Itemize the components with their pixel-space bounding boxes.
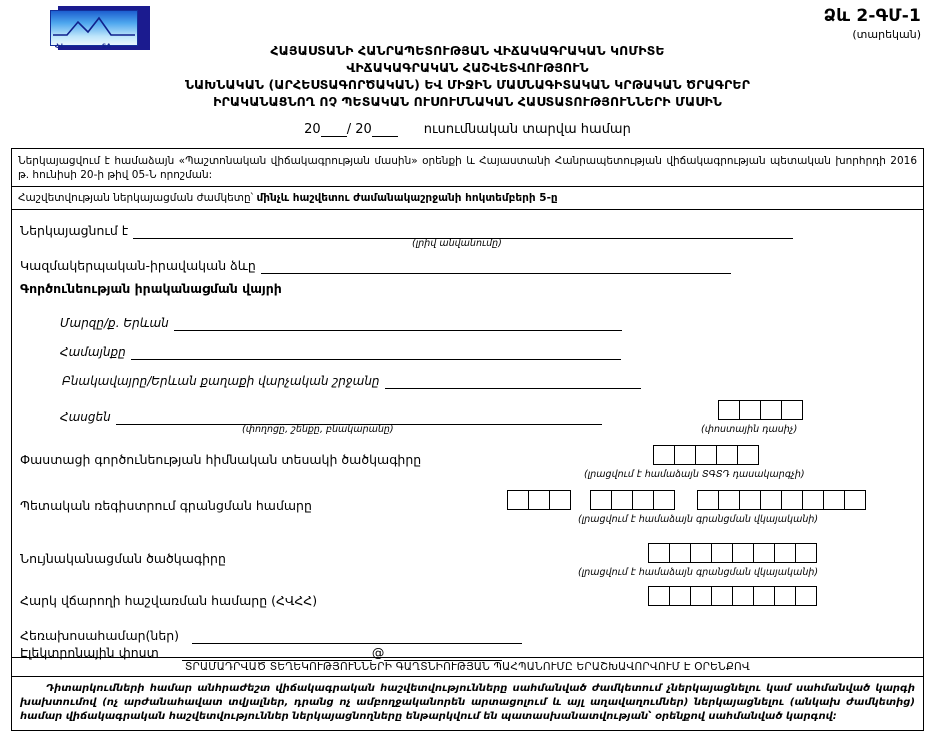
submission-deadline: [12, 187, 923, 210]
identification-code-cell[interactable]: [753, 543, 775, 563]
email-at-symbol: @: [371, 645, 385, 660]
identification-code-row: [20, 548, 226, 567]
state-register-cell[interactable]: [590, 490, 612, 510]
address-caption: (փողոցը, շենքը, բնակարանը): [242, 424, 394, 435]
title-line-4: ԻՐԱԿԱՆԱՑՆՈՂ ՈՉ ՊԵՏԱԿԱՆ ՈՒՍՈՒՄՆԱԿԱՆ ՀԱՍՏԱՏՈՒԹՅՈՒՆՆԵՐԻ ՄԱՍԻՆ: [213, 94, 722, 109]
deadline-prefix: Հաշվետվության ներկայացման ժամկետը՝: [18, 192, 257, 204]
taxpayer-number-label: Հարկ վճարողի հաշվառման համարը (ՀՎՀՀ): [20, 593, 318, 608]
region-label: Մարզը/ք. Երևան: [60, 316, 169, 330]
postal-code-cell[interactable]: [781, 400, 803, 420]
activity-place-header: [20, 278, 282, 297]
identification-code-boxes[interactable]: [648, 543, 817, 563]
postal-code-boxes[interactable]: [718, 400, 803, 420]
logo-face: [50, 10, 138, 46]
legal-form-label: Կազմակերպական-իրավական ձևը: [20, 258, 256, 273]
identification-code-cell[interactable]: [669, 543, 691, 563]
state-register-cell[interactable]: [823, 490, 845, 510]
deadline-value: մինչև հաշվետու ժամանակաշրջանի հոկտեմբերի 5-ը: [256, 192, 558, 204]
title-line-3: ՆԱԽՆԱԿԱՆ (ԱՐՀԵՍՏԱԳՈՐԾԱԿԱՆ) ԵՎ ՄԻՋԻՆ ՄԱՍՆԱԳԻՏԱԿԱՆ ԿՐԹԱԿԱՆ ԾՐԱԳՐԵՐ: [184, 77, 751, 92]
activity-place-header-label: Գործունեության իրականացման վայրի: [20, 281, 282, 296]
school-year-end-input[interactable]: [372, 124, 398, 137]
form-code-block: [824, 6, 921, 41]
email-label: Էլեկտրոնային փոստ: [20, 645, 159, 660]
state-register-cell[interactable]: [760, 490, 782, 510]
activity-code-cell[interactable]: [653, 445, 675, 465]
settlement-label: Բնակավայրը/Երևան քաղաքի վարչական շրջանը: [62, 374, 380, 388]
community-row: [60, 341, 621, 360]
title-line-1: ՀԱՅԱՍՏԱՆԻ ՀԱՆՐԱՊԵՏՈՒԹՅԱՆ ՎԻՃԱԿԱԳՐԱԿԱՆ ԿՈՄԻՏԵ: [270, 43, 665, 58]
legal-form-input[interactable]: [261, 262, 731, 274]
taxpayer-number-row: [20, 590, 317, 609]
logo-chart-icon: [51, 11, 137, 45]
state-register-cell[interactable]: [549, 490, 571, 510]
state-register-boxes-group1[interactable]: [507, 490, 571, 510]
community-label: Համայնքը: [60, 345, 126, 359]
phone-label: Հեռախոսահամար(ներ): [20, 628, 180, 643]
taxpayer-number-cell[interactable]: [711, 586, 733, 606]
submitted-by-row: [20, 220, 793, 239]
activity-code-caption: (լրացվում է համաձայն ՏԳՏԴ դասակարգչի): [584, 469, 805, 480]
email-row: [20, 642, 502, 661]
taxpayer-number-cell[interactable]: [732, 586, 754, 606]
title-line-2: ՎԻՃԱԿԱԳՐԱԿԱՆ ՀԱՇՎԵՏՎՈՒԹՅՈՒՆ: [346, 60, 589, 75]
taxpayer-number-cell[interactable]: [690, 586, 712, 606]
state-register-caption: (լրացվում է համաձայն գրանցման վկայականի): [578, 514, 819, 525]
school-year-line: [0, 122, 935, 137]
state-register-cell[interactable]: [653, 490, 675, 510]
region-input[interactable]: [174, 319, 622, 331]
legal-form-row: [20, 255, 731, 274]
region-row: [60, 312, 622, 331]
form-fields-area: [12, 210, 923, 660]
postal-code-cell[interactable]: [760, 400, 782, 420]
taxpayer-number-boxes[interactable]: [648, 586, 817, 606]
activity-code-cell[interactable]: [695, 445, 717, 465]
email-domain-input[interactable]: [384, 649, 502, 661]
state-register-cell[interactable]: [697, 490, 719, 510]
settlement-row: [62, 370, 641, 389]
identification-code-cell[interactable]: [795, 543, 817, 563]
identification-code-cell[interactable]: [648, 543, 670, 563]
identification-code-cell[interactable]: [711, 543, 733, 563]
taxpayer-number-cell[interactable]: [774, 586, 796, 606]
community-input[interactable]: [131, 348, 621, 360]
submitted-by-label: Ներկայացնում է: [20, 223, 129, 238]
identification-code-caption: (լրացվում է համաձայն գրանցման վկայականի): [578, 567, 819, 578]
form-periodicity: (տարեկան): [852, 28, 921, 41]
state-register-cell[interactable]: [611, 490, 633, 510]
state-register-cell[interactable]: [739, 490, 761, 510]
identification-code-label: Նույնականացման ծածկագիրը: [20, 551, 226, 566]
state-register-boxes-group2[interactable]: [590, 490, 675, 510]
address-label: Հասցեն: [60, 410, 111, 424]
email-user-input[interactable]: [182, 649, 372, 661]
liability-warning-text: Դիտարկումների համար անհրաժեշտ վիճակագրական հաշվետվությունները սահմանված ժամկետում չներկայացնելու կամ սահմանված կարգի խախտումով (ոչ արժանահավատ տվյալներ, դրանց ոչ ամբողջականորեն արտացոլում և այլ աղավաղումներ) ներկայացնելու (անկախ ժամկետից) համար վիճակագրական հաշվետվություններ ներկայացնողները ենթարկվում են պատասխանատվության՝ օրենքով սահմանված կարգով:: [20, 683, 915, 722]
document-titles: [0, 42, 935, 110]
postal-code-cell[interactable]: [718, 400, 740, 420]
taxpayer-number-cell[interactable]: [795, 586, 817, 606]
taxpayer-number-cell[interactable]: [753, 586, 775, 606]
taxpayer-number-cell[interactable]: [669, 586, 691, 606]
form-sheet: [11, 148, 924, 731]
activity-code-cell[interactable]: [674, 445, 696, 465]
identification-code-cell[interactable]: [732, 543, 754, 563]
activity-code-cell[interactable]: [716, 445, 738, 465]
state-register-cell[interactable]: [802, 490, 824, 510]
state-register-cell[interactable]: [781, 490, 803, 510]
legal-basis-note: Ներկայացվում է համաձայն «Պաշտոնական վիճակագրության մասին» օրենքի և Հայաստանի Հանրապետության վիճակագրության պետական խորհրդի 2016 թ. հունիսի 20-ի թիվ 05-Ն որոշման:: [12, 149, 923, 187]
document-header: [0, 0, 935, 137]
address-row: [60, 406, 602, 425]
activity-code-row: [20, 449, 421, 468]
postal-code-caption: (փոստային դասիչ): [701, 424, 798, 435]
state-register-cell[interactable]: [528, 490, 550, 510]
state-register-label: Պետական ռեգիստրում գրանցման համարը: [20, 498, 312, 513]
submitted-by-caption: (լրիվ անվանումը): [412, 238, 502, 249]
school-year-start-input[interactable]: [321, 124, 347, 137]
activity-code-boxes[interactable]: [653, 445, 759, 465]
state-register-cell[interactable]: [718, 490, 740, 510]
identification-code-cell[interactable]: [774, 543, 796, 563]
state-register-boxes-group3[interactable]: [697, 490, 866, 510]
activity-code-cell[interactable]: [737, 445, 759, 465]
logo-left-text: ՀՎ: [55, 43, 64, 50]
logo-right-text: SA: [102, 43, 111, 50]
form-code: Ձև 2-ԳՄ-1: [823, 6, 921, 26]
taxpayer-number-cell[interactable]: [648, 586, 670, 606]
school-year-separator: / 20: [346, 122, 372, 137]
state-register-cell[interactable]: [632, 490, 654, 510]
school-year-prefix: 20: [304, 122, 321, 137]
state-register-row: [20, 495, 312, 514]
school-year-label: ուսումնական տարվա համար: [423, 122, 631, 137]
confidentiality-warning-title: ՏՐԱՄԱԴՐՎԱԾ ՏԵՂԵԿՈՒԹՅՈՒՆՆԵՐԻ ԳԱՂՏՆԻՈՒԹՅԱՆ ՊԱՀՊԱՆՈՒՄԸ ԵՐԱՇԽԱՎՈՐՎՈՒՄ Է ՕՐԵՆՔՈՎ: [12, 657, 923, 677]
activity-code-label: Փաստացի գործունեության հիմնական տեսակի ծածկագիրը: [20, 452, 422, 467]
postal-code-cell[interactable]: [739, 400, 761, 420]
state-register-cell[interactable]: [844, 490, 866, 510]
identification-code-cell[interactable]: [690, 543, 712, 563]
state-register-cell[interactable]: [507, 490, 529, 510]
settlement-input[interactable]: [385, 377, 641, 389]
